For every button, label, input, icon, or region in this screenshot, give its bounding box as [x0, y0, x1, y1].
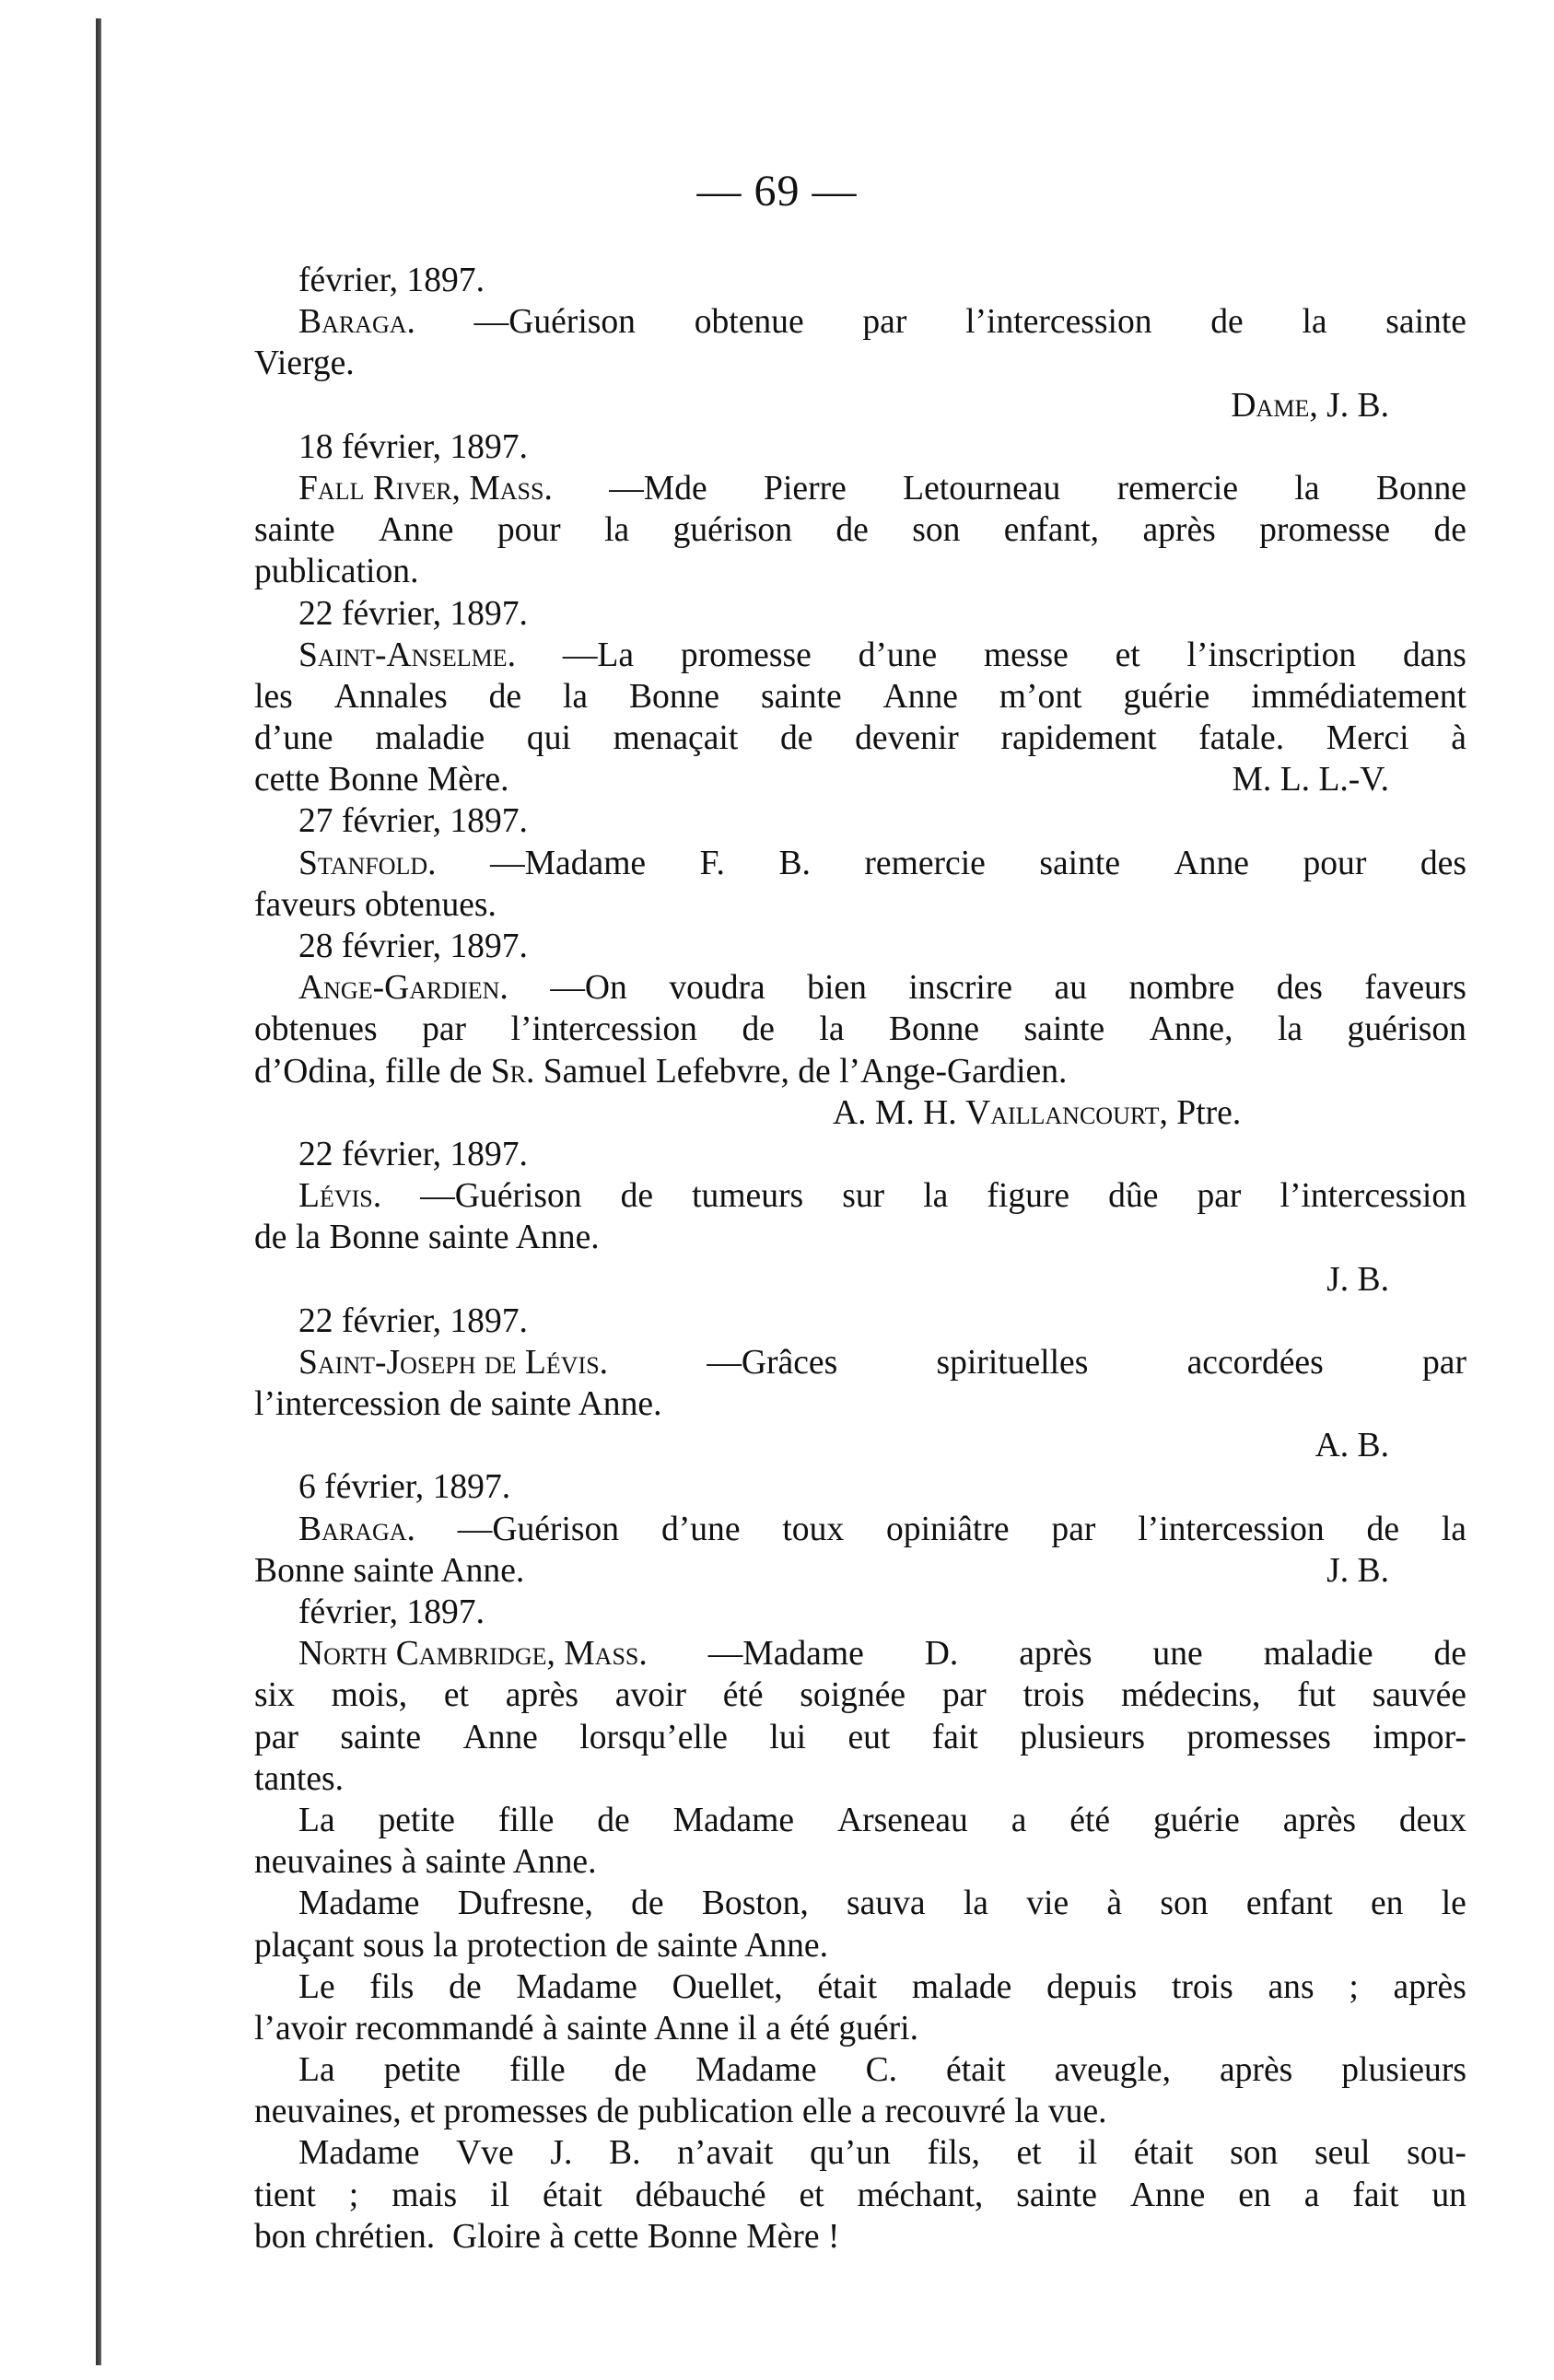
text-run: cette Bonne Mère. — [254, 761, 509, 799]
text-word: sauvée — [1372, 1676, 1466, 1715]
text-word: de — [1433, 511, 1466, 550]
text-line — [254, 1592, 1466, 1633]
text-word: Boston, — [701, 1884, 809, 1923]
text-line — [254, 1051, 1466, 1092]
text-word: et — [799, 2176, 824, 2214]
text-word: Annales — [333, 677, 448, 716]
text-word: à — [1106, 1884, 1123, 1923]
text-word: —Guérison — [457, 1510, 620, 1548]
page-number: — 69 — — [696, 167, 858, 216]
text-word: tumeurs — [692, 1177, 804, 1216]
text-word: Madame — [298, 2134, 420, 2173]
text-word: l’intercession — [1138, 1510, 1325, 1548]
text-word: sainte — [1023, 1010, 1105, 1049]
text-line — [254, 1383, 1466, 1425]
text-word: guérie — [1123, 677, 1210, 716]
text-word: au — [1054, 969, 1087, 1008]
text-word: sainte — [1385, 303, 1466, 342]
text-word: Anne — [379, 511, 454, 550]
text-word: guérie — [1152, 1801, 1240, 1839]
text-word: C. — [865, 2051, 898, 2090]
text-word: sauva — [847, 1884, 926, 1923]
text-word: sainte — [760, 677, 842, 716]
text-run: M. L. L.-V. — [1232, 761, 1389, 799]
text-word: lorsqu’elle — [579, 1718, 728, 1756]
text-run: A. B. — [1314, 1427, 1389, 1465]
place-name: North Cambridge, Mass. — [298, 1635, 648, 1674]
place-name: Lévis. — [298, 1177, 382, 1216]
text-line — [254, 551, 1466, 592]
text-word: bien — [807, 969, 867, 1008]
text-word: Letourneau — [903, 469, 1061, 508]
text-word: enfant — [1245, 1884, 1333, 1923]
text-line — [254, 2008, 1466, 2049]
text-word: été — [1069, 1801, 1111, 1839]
text-word: la — [562, 677, 589, 716]
text-word: accordées — [1186, 1343, 1324, 1382]
text-word: d’une — [858, 636, 938, 674]
text-word: mais — [391, 2176, 458, 2214]
text-word: malade — [911, 1967, 1012, 2006]
text-word: lui — [769, 1718, 807, 1756]
text-word: maladie — [1263, 1635, 1373, 1674]
text-word: débauché — [635, 2176, 766, 2214]
text-word: fille — [497, 1801, 555, 1839]
text-word: —On — [550, 969, 627, 1008]
text-run: Bonne sainte Anne. — [254, 1551, 525, 1590]
text-word: —Grâces — [707, 1343, 838, 1382]
text-word: par — [1051, 1510, 1096, 1548]
text-run: 28 février, 1897. — [298, 928, 528, 965]
text-run: A. M. H. — [833, 1093, 966, 1132]
text-word: la — [819, 1010, 845, 1049]
text-line — [254, 843, 1466, 884]
text-word: petite — [378, 1801, 455, 1839]
text-line — [254, 1633, 1466, 1674]
text-line — [254, 343, 1466, 384]
text-run: , Ptre. — [1159, 1093, 1242, 1132]
text-line — [254, 635, 1466, 676]
text-run: tantes. — [254, 1759, 345, 1798]
text-line — [254, 260, 1466, 301]
text-word: seul — [1314, 2134, 1371, 2173]
text-word: petite — [383, 2051, 462, 2090]
text-line — [254, 967, 1466, 1009]
text-line — [254, 509, 1466, 551]
text-word: Ouellet, — [672, 1967, 783, 2006]
text-word: en — [1238, 2176, 1271, 2214]
text-word: de — [779, 719, 813, 758]
text-line — [254, 676, 1466, 718]
text-line — [254, 1509, 1466, 1550]
text-word: qui — [526, 719, 571, 758]
text-word: Anne — [882, 677, 958, 716]
text-line — [254, 2132, 1466, 2174]
text-word: fils — [369, 1967, 415, 2006]
text-word: maladie — [375, 719, 485, 758]
text-run: plaçant sous la protection de sainte Anne. — [254, 1926, 828, 1965]
text-run: 22 février, 1897. — [298, 1135, 528, 1173]
text-word: après — [1282, 1801, 1357, 1839]
text-word: de — [1433, 1635, 1466, 1674]
text-word: menaçait — [613, 719, 739, 758]
text-word: après — [1219, 2051, 1293, 2090]
text-line — [254, 1425, 1466, 1466]
text-line — [254, 1717, 1466, 1758]
text-word: l’intercession — [510, 1010, 697, 1049]
text-word: B. — [778, 844, 811, 882]
text-word: un — [1431, 2176, 1466, 2214]
text-run: 18 février, 1897. — [298, 427, 528, 466]
text-word: sou- — [1407, 2134, 1466, 2173]
text-word: par — [422, 1010, 467, 1049]
text-word: nombre — [1128, 969, 1235, 1008]
text-line — [254, 1925, 1466, 1966]
text-word: était — [946, 2051, 1006, 2090]
text-word: Vve — [456, 2134, 514, 2173]
text-word: plusieurs — [1341, 2051, 1466, 2090]
text-run: d’Odina, fille de — [254, 1052, 491, 1091]
text-word: méchant, — [857, 2176, 984, 2214]
place-name: Dame, J. B. — [1231, 386, 1389, 425]
text-word: avoir — [614, 1676, 686, 1715]
text-word: voudra — [669, 969, 765, 1008]
text-word: Pierre — [764, 469, 847, 508]
text-word: —La — [562, 636, 635, 674]
place-name: Baraga. — [298, 303, 415, 342]
text-word: La — [298, 2051, 335, 2090]
text-word: remercie — [864, 844, 986, 882]
text-word: impor- — [1373, 1718, 1466, 1756]
place-name: Fall River, Mass. — [298, 469, 553, 508]
text-line — [254, 1217, 1466, 1258]
place-name: Baraga. — [298, 1510, 415, 1548]
text-word: vie — [1026, 1884, 1069, 1923]
text-word: fait — [931, 1718, 978, 1756]
text-word: six — [254, 1676, 295, 1715]
place-name: Vaillancourt — [965, 1093, 1160, 1132]
text-word: d’une — [660, 1510, 741, 1548]
text-word: remercie — [1116, 469, 1239, 508]
text-line — [254, 385, 1466, 426]
text-word: la — [963, 1884, 988, 1923]
text-word: la — [1294, 469, 1320, 508]
text-word: eut — [847, 1718, 891, 1756]
text-word: depuis — [1046, 1967, 1138, 2006]
text-word: ; — [1349, 1967, 1359, 2006]
text-word: le — [1441, 1884, 1466, 1923]
text-word: après — [1019, 1635, 1092, 1674]
text-line — [254, 2216, 1466, 2258]
text-run: 22 février, 1897. — [298, 594, 528, 633]
text-word: m’ont — [999, 677, 1082, 716]
text-run: février, 1897. — [298, 262, 485, 299]
text-word: d’une — [254, 719, 333, 758]
text-word: était — [543, 2176, 602, 2214]
text-word: et — [443, 1676, 469, 1715]
text-word: tient — [254, 2176, 316, 2214]
text-run: de la Bonne sainte Anne. — [254, 1219, 600, 1257]
text-word: sainte — [340, 1718, 422, 1756]
text-run: publication. — [254, 553, 419, 591]
text-word: trois — [1022, 1676, 1085, 1715]
text-word: Anne, — [1149, 1010, 1233, 1049]
text-word: de — [1366, 1510, 1399, 1548]
text-word: Madame — [298, 1884, 420, 1923]
text-word: faveurs — [1364, 969, 1466, 1008]
text-word: Madame — [672, 1801, 795, 1839]
text-line — [254, 1883, 1466, 1924]
text-word: par — [1197, 1177, 1242, 1216]
text-line — [254, 468, 1466, 509]
text-word: était — [817, 1967, 878, 2006]
text-word: l’intercession — [1279, 1177, 1466, 1216]
text-word: de — [742, 1010, 775, 1049]
text-word: médecins, — [1121, 1676, 1261, 1715]
text-word: sainte — [1039, 844, 1121, 882]
text-line — [254, 1134, 1466, 1175]
text-word: Dufresne, — [457, 1884, 593, 1923]
text-line — [254, 1466, 1466, 1508]
text-line — [254, 718, 1466, 759]
text-word: —Madame — [490, 844, 647, 882]
text-word: après — [1393, 1967, 1466, 2006]
text-word: été — [722, 1676, 764, 1715]
text-line — [254, 2175, 1466, 2216]
text-run: février, 1897. — [298, 1593, 485, 1631]
text-word: il — [490, 2176, 510, 2214]
text-word: Le — [298, 1967, 335, 2006]
text-line — [254, 1301, 1466, 1342]
text-word: plusieurs — [1020, 1718, 1145, 1756]
text-word: —Guérison — [420, 1177, 582, 1216]
text-word: une — [1152, 1635, 1203, 1674]
text-word: promesse — [680, 636, 812, 674]
text-word: il — [1078, 2134, 1098, 2173]
text-word: de — [1210, 303, 1244, 342]
text-word: à — [1451, 719, 1466, 758]
text-line — [254, 884, 1466, 926]
text-line — [254, 1259, 1466, 1301]
text-run: l’intercession de sainte Anne. — [254, 1385, 662, 1424]
text-word: pour — [1303, 844, 1367, 882]
text-word: ans — [1268, 1967, 1314, 2006]
text-word: enfant, — [1003, 511, 1100, 550]
text-line — [254, 593, 1466, 635]
text-word: Bonne — [628, 677, 720, 716]
text-word: fille — [509, 2051, 566, 2090]
text-word: —Mde — [609, 469, 707, 508]
text-line — [254, 1841, 1466, 1883]
text-line — [254, 1758, 1466, 1800]
text-line — [254, 1966, 1466, 2008]
text-word: Bonne — [888, 1010, 980, 1049]
text-word: pour — [497, 511, 561, 550]
text-word: des — [1276, 969, 1323, 1008]
text-word: par — [941, 1676, 987, 1715]
text-word: inscrire — [908, 969, 1013, 1008]
text-word: F. — [699, 844, 725, 882]
text-line — [254, 1092, 1466, 1134]
text-word: la — [1277, 1010, 1303, 1049]
text-word: La — [298, 1801, 335, 1839]
text-word: Anne — [462, 1718, 538, 1756]
text-word: D. — [924, 1635, 959, 1674]
text-line — [254, 2049, 1466, 2091]
text-run: J. B. — [1326, 1551, 1389, 1590]
text-word: l’inscription — [1186, 636, 1357, 674]
text-word: de — [631, 1884, 664, 1923]
text-word: Anne — [1174, 844, 1249, 882]
text-run: neuvaines, et promesses de publication elle a recouvré la vue. — [254, 2093, 1107, 2131]
text-word: l’intercession — [965, 303, 1152, 342]
text-word: deux — [1398, 1801, 1466, 1839]
page-text — [254, 260, 1466, 2258]
text-run: bon chrétien. Gloire à cette Bonne Mère ! — [254, 2217, 840, 2256]
text-line — [254, 1009, 1466, 1050]
text-word: B. — [609, 2134, 641, 2173]
text-word: les — [254, 677, 293, 716]
text-word: dûe — [1108, 1177, 1159, 1216]
text-word: par — [862, 303, 907, 342]
text-word: et — [1115, 636, 1140, 674]
text-word: immédiatement — [1251, 677, 1466, 716]
text-run: J. B. — [1326, 1260, 1389, 1299]
text-line — [254, 759, 1466, 800]
text-word: guérison — [672, 511, 792, 550]
place-name: Stanfold. — [298, 844, 437, 882]
text-word: fils, — [927, 2134, 980, 2173]
text-word: toux — [782, 1510, 845, 1548]
text-word: fatale. — [1198, 719, 1285, 758]
text-word: Merci — [1326, 719, 1409, 758]
page-binding-edge — [96, 18, 101, 2365]
text-run: 27 février, 1897. — [298, 802, 528, 841]
text-word: aveugle, — [1054, 2051, 1171, 2090]
text-line — [254, 1550, 1466, 1592]
text-word: de — [835, 511, 869, 550]
text-word: messe — [983, 636, 1069, 674]
text-line — [254, 926, 1466, 967]
text-word: Anne — [1129, 2176, 1206, 2214]
text-word: —Madame — [707, 1635, 864, 1674]
text-word: de — [488, 677, 522, 716]
text-word: —Guérison — [473, 303, 636, 342]
text-word: rapidement — [1000, 719, 1157, 758]
text-word: figure — [987, 1177, 1070, 1216]
text-run: 6 février, 1897. — [298, 1468, 511, 1507]
text-word: n’avait — [677, 2134, 774, 2173]
text-line — [254, 301, 1466, 343]
text-word: la — [923, 1177, 949, 1216]
text-word: fut — [1297, 1676, 1336, 1715]
text-word: soignée — [800, 1676, 906, 1715]
text-word: promesse — [1259, 511, 1391, 550]
text-run: Vierge. — [254, 344, 355, 383]
text-word: après — [1142, 511, 1216, 550]
text-word: fait — [1352, 2176, 1399, 2214]
text-word: son — [912, 511, 961, 550]
text-line — [254, 426, 1466, 468]
text-word: trois — [1171, 1967, 1233, 2006]
text-word: obtenue — [694, 303, 804, 342]
text-word: et — [1016, 2134, 1042, 2173]
text-word: son — [1160, 1884, 1209, 1923]
text-word: mois, — [331, 1676, 408, 1715]
text-word: opiniâtre — [886, 1510, 1010, 1548]
text-word: dans — [1403, 636, 1466, 674]
place-name: Saint-Anselme. — [298, 636, 517, 674]
text-word: la — [1441, 1510, 1466, 1548]
text-word: Madame — [695, 2051, 817, 2090]
text-line — [254, 1342, 1466, 1383]
text-line — [254, 1175, 1466, 1217]
text-word: sur — [842, 1177, 885, 1216]
text-word: la — [604, 511, 630, 550]
text-word: sainte — [1016, 2176, 1097, 2214]
text-word: par — [1421, 1343, 1466, 1382]
text-line — [254, 2091, 1466, 2132]
text-word: de — [613, 2051, 648, 2090]
text-word: sainte — [254, 511, 335, 550]
text-run: neuvaines à sainte Anne. — [254, 1843, 597, 1882]
text-word: était — [1133, 2134, 1194, 2173]
text-word: promesses — [1186, 1718, 1331, 1756]
text-word: Bonne — [1375, 469, 1466, 508]
place-name: Ange-Gardien. — [298, 969, 508, 1008]
text-run: faveurs obtenues. — [254, 885, 497, 924]
text-word: qu’un — [810, 2134, 891, 2173]
text-word: par — [254, 1718, 298, 1756]
text-word: a — [1303, 2176, 1320, 2214]
text-word: après — [505, 1676, 579, 1715]
place-name: Sr. — [490, 1052, 535, 1091]
text-word: spirituelles — [936, 1343, 1089, 1382]
text-line — [254, 800, 1466, 842]
place-name: Saint-Joseph de Lévis. — [298, 1343, 609, 1382]
text-word: devenir — [855, 719, 959, 758]
text-line — [254, 1674, 1466, 1716]
text-line — [254, 1800, 1466, 1841]
text-word: ; — [348, 2176, 359, 2214]
text-word: la — [1302, 303, 1327, 342]
text-word: de — [449, 1967, 482, 2006]
text-word: Madame — [516, 1967, 637, 2006]
text-word: en — [1371, 1884, 1404, 1923]
text-word: de — [620, 1177, 654, 1216]
text-word: de — [597, 1801, 630, 1839]
text-run: Samuel Lefebvre, de l’Ange-Gardien. — [534, 1052, 1068, 1091]
text-run: l’avoir recommandé à sainte Anne il a été guéri. — [254, 2009, 918, 2048]
text-word: obtenues — [254, 1010, 378, 1049]
text-word: guérison — [1347, 1010, 1466, 1049]
text-run: 22 février, 1897. — [298, 1301, 528, 1340]
text-word: a — [1011, 1801, 1027, 1839]
text-word: J. — [550, 2134, 573, 2173]
text-word: Arseneau — [836, 1801, 968, 1839]
text-word: son — [1230, 2134, 1279, 2173]
text-word: des — [1420, 844, 1466, 882]
